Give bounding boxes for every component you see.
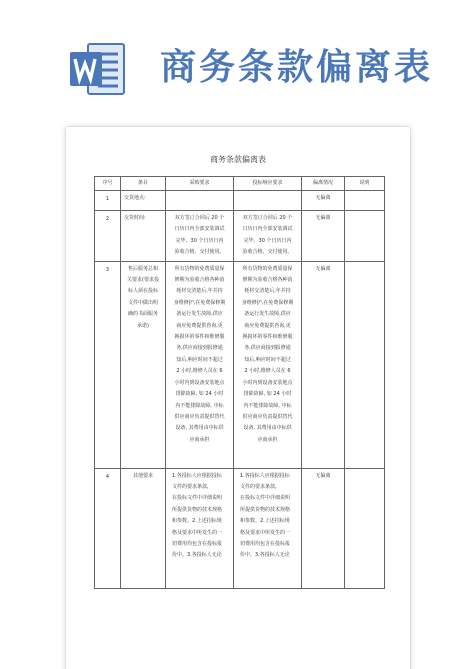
table-header-row [95, 177, 385, 191]
table-row [95, 468, 385, 588]
row-deviation: 无偏离 [302, 211, 345, 262]
row-response: 所有货物的免费质量保 修期为验收合格各种消 耗材交清楚后,年并持 身维修护,在免费保修期 备运行发生故障,供应 商应免费提供咨询,更 换损坏的零件和维修服 务,供应商接到报修通 知后,响应时间不超过 2 小时,维修人员在 6 小时内到设备安装地点 排除故障, 如 24 小时 内不能排除故障, 中标 供应商应负责提供替代 设备, 其费用由中标供 应商承担 [234, 261, 302, 468]
row-number: 3 [95, 261, 121, 468]
deviation-table [94, 176, 385, 589]
row-requirement: 双方签订合同后 20 个 日历日内全部安装调试 完毕、30 个日历日内 验收合格、交付使用。 [166, 211, 234, 262]
column-header: 采购要求 [166, 177, 234, 191]
table-row [95, 261, 385, 468]
row-deviation: 无偏离 [302, 191, 345, 211]
page-title: 商务条款偏离表 [160, 47, 434, 88]
row-number: 4 [95, 468, 121, 588]
row-requirement: 1.各投标人应根据投标 文件的要求条款, 在投标文件中详细说明 所提供货物的技术规格 和参数。2.上述招标规 格及要求中所发生的一 切费用均包含在投标报 价中。3.各投标人无论 [166, 468, 234, 588]
table-row [95, 211, 385, 262]
column-header: 偏离情况 [302, 177, 345, 191]
row-item: 交货时间: [121, 211, 166, 262]
row-requirement [166, 191, 234, 211]
column-header: 说明 [345, 177, 385, 191]
column-header: 投标响应要求 [234, 177, 302, 191]
table-title: 商务条款偏离表 [210, 155, 266, 164]
row-note [345, 191, 385, 211]
row-deviation: 无偏离 [302, 468, 345, 588]
row-response [234, 191, 302, 211]
document-page [66, 127, 410, 669]
header [0, 0, 474, 110]
word-icon [68, 40, 126, 98]
table-row [95, 191, 385, 211]
column-header: 条目 [121, 177, 166, 191]
row-response: 双方签订合同后 20 个 日历日内全部安装调试 完毕、30 个日历日内 验收合格、交付使用。 [234, 211, 302, 262]
row-number: 2 [95, 211, 121, 262]
row-item: 交货地点: [121, 191, 166, 211]
row-note [345, 468, 385, 588]
row-item: 其他要求 [121, 468, 166, 588]
column-header: 序号 [95, 177, 121, 191]
row-deviation: 无偏离 [302, 261, 345, 468]
row-note [345, 211, 385, 262]
row-response: 1.各投标人应根据投标 文件的要求条款, 在投标文件中详细说明 所提供货物的技术规格 和参数。2.上述招标规 格及要求中所发生的一 切费用均包含在投标报 价中。3.各投标人无论 [234, 468, 302, 588]
row-item: 售后服务总相 关要求(要求投 标人须在投标 文件中做出明 确的书面服务 承诺) [121, 261, 166, 468]
row-number: 1 [95, 191, 121, 211]
row-requirement: 所有货物的免费质量保 修期为验收合格各种消 耗材交清楚后,年并持 身维修护,在免费保修期 备运行发生故障,供应 商应免费提供咨询,更 换损坏的零件和维修服 务,供应商接到报修通 知后,响应时间不超过 2 小时,维修人员在 6 小时内到设备安装地点 排除故障, 如 24 小时 内不能排除故障, 中标 供应商应负责提供替代 设备, 其费用由中标供 应商承担 [166, 261, 234, 468]
row-note [345, 261, 385, 468]
